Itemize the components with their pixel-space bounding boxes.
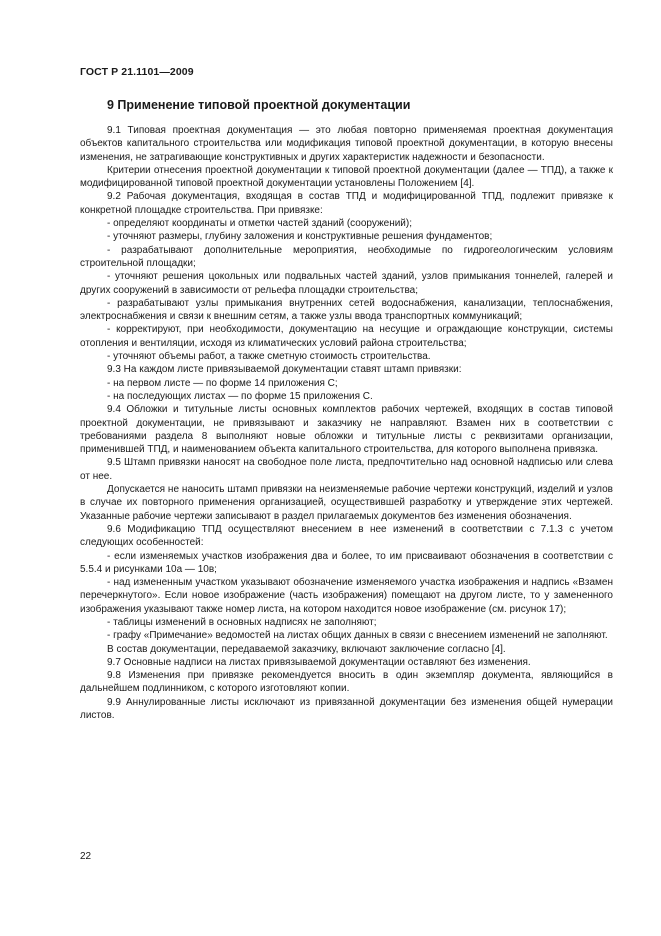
- paragraph: 9.4 Обложки и титульные листы основных комплектов рабочих чертежей, входящих в состав типовой проектной документации, не привязывают и заказчику не направляют. Взамен них в соответствии с требованиями раздела 8 выполняют новые обложки и титульные листы с реквизитами организации, применившей ТПД, и наименованием объекта капитального строительства, для которого выполнена привязка.: [80, 404, 613, 456]
- paragraph: 9.8 Изменения при привязке рекомендуется вносить в один экземпляр документа, являющийся в дальнейшем подлинником, с которого изготовляют копии.: [80, 670, 613, 695]
- paragraph: 9.9 Аннулированные листы исключают из привязанной документации без изменения общей нумерации листов.: [80, 696, 613, 722]
- document-header: ГОСТ Р 21.1101—2009: [80, 66, 194, 78]
- list-item: - уточняют размеры, глубину заложения и конструктивные решения фундаментов;: [107, 231, 493, 243]
- list-item: - над измененным участком указывают обозначение изменяемого участка изображения и надпись «Взамен перечеркнутого». Если новое изображение (часть изображения) помещают на другом листе, то у замененного изображения указывают также номер листа, на котором находится новое изображение (см. рисунок 17);: [80, 577, 613, 615]
- section-body: [80, 124, 613, 722]
- list-item: - на последующих листах — по форме 15 приложения С.: [107, 390, 373, 402]
- paragraph: Критерии отнесения проектной документации к типовой проектной документации (далее — ТПД), а также к модифицированной типовой проектной документации установлены Положением [4].: [80, 164, 613, 190]
- paragraph: 9.2 Рабочая документация, входящая в состав ТПД и модифицированной ТПД, подлежит привязке к конкретной площадке строительства. При привязке:: [80, 191, 613, 216]
- list-item: - определяют координаты и отметки частей зданий (сооружений);: [107, 218, 413, 230]
- list-item: - если изменяемых участков изображения два и более, то им присваивают обозначения в соответствии с 5.5.4 и рисунками 10а — 10в;: [80, 550, 613, 575]
- paragraph: 9.7 Основные надписи на листах привязываемой документации оставляют без изменения.: [107, 656, 531, 668]
- list-item: - разрабатывают узлы примыкания внутренних сетей водоснабжения, канализации, теплоснабжения, электроснабжения и связи к внешним сетям, а также узлы ввода транспортных коммуникаций;: [80, 297, 613, 323]
- list-item: - на первом листе — по форме 14 приложения С;: [107, 377, 338, 389]
- paragraph: 9.5 Штамп привязки наносят на свободное поле листа, предпочтительно над основной надписью или слева от нее.: [80, 457, 613, 482]
- paragraph: 9.6 Модификацию ТПД осуществляют внесением в нее изменений в соответствии с 7.1.3 с учетом следующих особенностей:: [80, 523, 613, 549]
- paragraph: 9.3 На каждом листе привязываемой документации ставят штамп привязки:: [107, 364, 462, 376]
- list-item: - графу «Примечание» ведомостей на листах общих данных в связи с внесением изменений не заполняют.: [107, 630, 608, 642]
- paragraph: В состав документации, передаваемой заказчику, включают заключение согласно [4].: [107, 643, 506, 655]
- page-number: 22: [80, 851, 92, 862]
- paragraph: Допускается не наносить штамп привязки на неизменяемые рабочие чертежи конструкций, изделий и узлов в случае их повторного применения организацией, осуществившей разработку и утверждение этих чертежей. Указанные рабочие чертежи записывают в раздел прилагаемых документов без изменения обозначения.: [80, 484, 613, 522]
- list-item: - уточняют решения цокольных или подвальных частей зданий, узлов примыкания тоннелей, галерей и других сооружений в зависимости от рельефа площадки строительства;: [80, 271, 613, 296]
- section-title: 9 Применение типовой проектной документации: [107, 98, 411, 112]
- list-item: - разрабатывают дополнительные мероприятия, необходимые по гидрогеологическим условиям строительной площадки;: [80, 244, 613, 269]
- list-item: - уточняют объемы работ, а также сметную стоимость строительства.: [107, 351, 431, 363]
- paragraph: 9.1 Типовая проектная документация — это любая повторно применяемая проектная документация объектов капитального строительства или модификация типовой проектной документации, в которую внесены изменения, не затрагивающие конструктивных и других характеристик надежности и безопасности.: [80, 125, 613, 163]
- list-item: - корректируют, при необходимости, документацию на несущие и ограждающие конструкции, системы отопления и вентиляции, исходя из климатических условий района строительства;: [80, 324, 613, 349]
- list-item: - таблицы изменений в основных надписях не заполняют;: [107, 616, 377, 628]
